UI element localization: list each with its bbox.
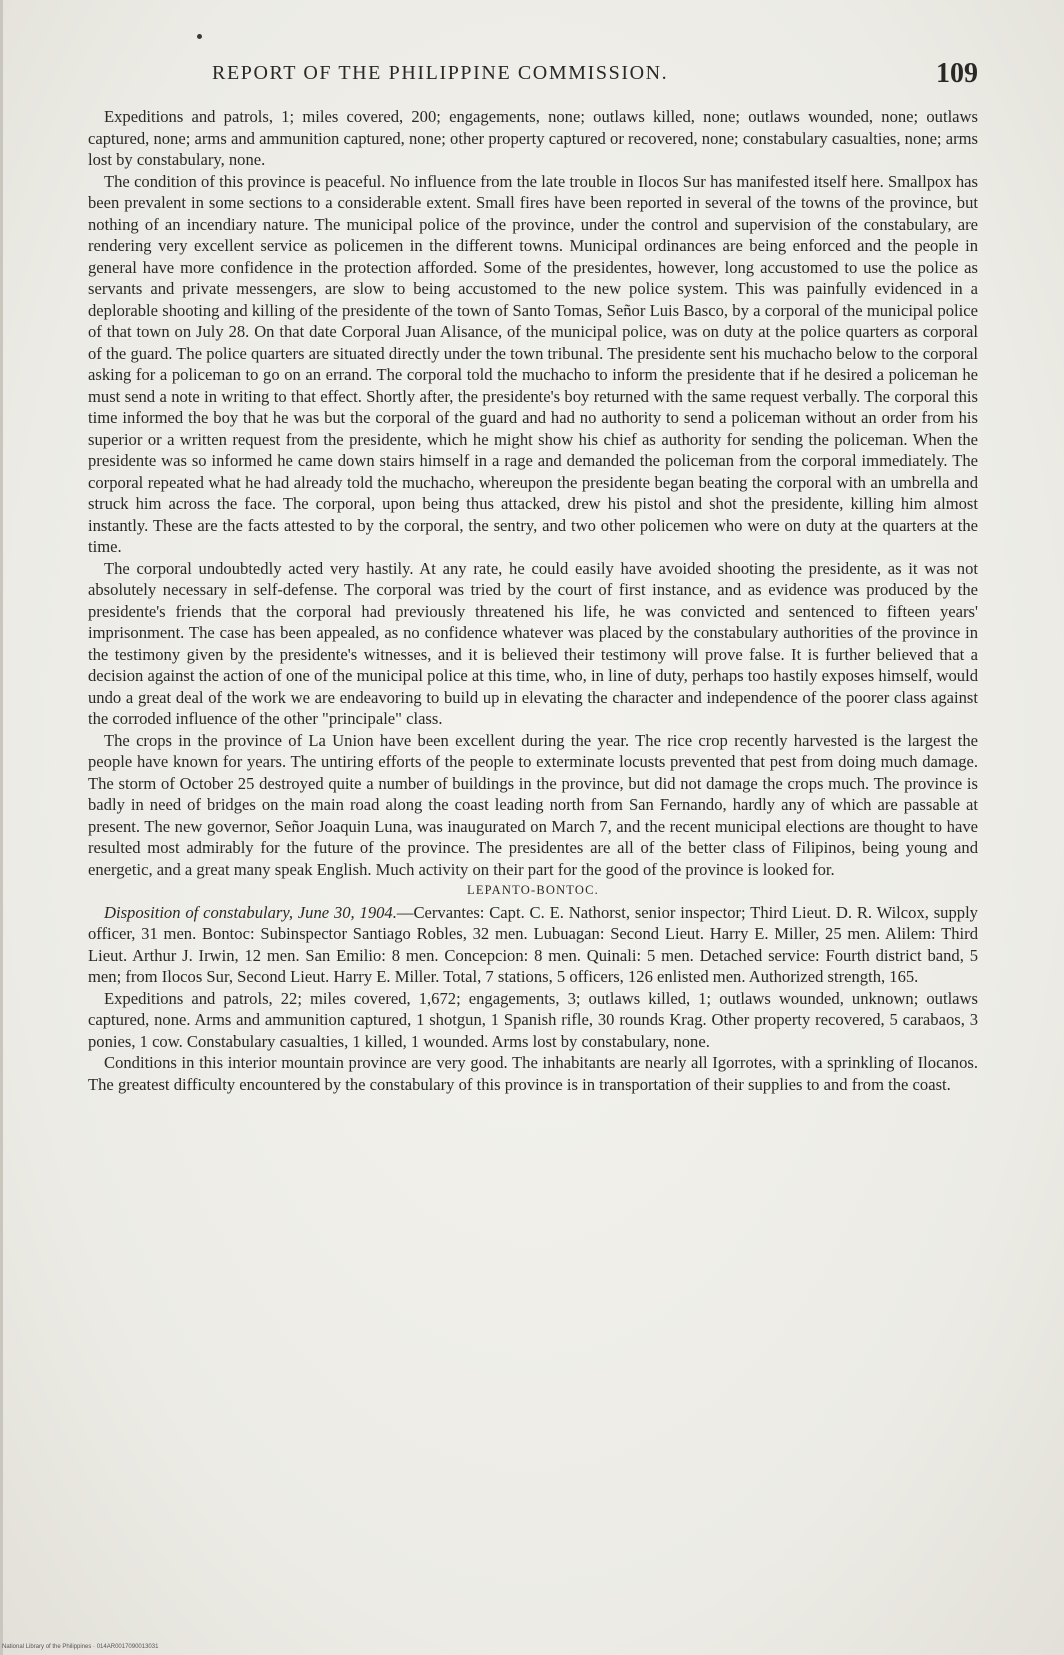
paragraph-corporal-trial: The corporal undoubtedly acted very hastily. At any rate, he could easily have avoided shooting the presidente, as it was not absolutely necessary in self-defense. The corporal was tried by the court of first instance, and as evidence was produced by the presidente's friends that the corporal had previously threatened his life, he was convicted and sentenced to fifteen years' imprisonment. The case has been appealed, as no confidence whatever was placed by the constabulary authorities of the province in the testimony given by the presidente's witnesses, and it is believed their testimony will prove false. It is further believed that a decision against the action of one of the municipal police at this time, who, in line of duty, perhaps too hastily exposes himself, would undo a great deal of the work we are endeavoring to build up in elevating the character and independence of the poorer class against the corroded influence of the other "principale" class.	[88, 558, 978, 728]
disposition-lead: Disposition of constabulary, June 30, 1904.	[104, 902, 397, 922]
disposition-text: —Cervantes: Capt. C. E. Nathorst, senior inspector; Third Lieut. D. R. Wilcox, supply officer, 31 men. Bontoc: Subinspector Santiago Robles, 32 men. Lubuagan: Second Lieut. Harry E. Miller, 25 men. Alilem: Third Lieut. Arthur J. Irwin, 12 men. San Emilio: 8 men. Concepcion: 8 men. Quinali: 5 men. Detached service: Fourth district band, 5 men; from Ilocos Sur, Second Lieut. Harry E. Miller. Total, 7 stations, 5 officers, 126 enlisted men. Authorized strength, 165.	[88, 902, 978, 986]
ink-dot	[197, 34, 202, 39]
scan-footer: National Library of the Philippines · 014AR0017090013031	[2, 1644, 159, 1650]
page-header	[212, 58, 978, 92]
body-text	[88, 106, 978, 1095]
paragraph-lepanto-conditions: Conditions in this interior mountain province are very good. The inhabitants are nearly all Igorrotes, with a sprinkling of Ilocanos. The greatest difficulty encountered by the constabulary of this province is in transportation of their supplies to and from the coast.	[88, 1053, 978, 1094]
paragraph-la-union-conditions: The condition of this province is peaceful. No influence from the late trouble in Ilocos Sur has manifested itself here. Smallpox has been prevalent in some sections to a considerable extent. Small fires have been reported in several of the towns of the province, but nothing of an incendiary nature. The municipal police of the province, under the control and supervision of the constabulary, are rendering very excellent service as policemen in the different towns. Municipal ordinances are being enforced and the people in general have more confidence in the protection afforded. Some of the presidentes, however, long accustomed to use the police as servants and private messengers, are slow to being accustomed to the new police system. This was painfully evidenced in a deplorable shooting and killing of the presidente of the town of Santo Tomas, Señor Luis Basco, by a corporal of the municipal police of that town on July 28. On that date Corporal Juan Alisance, of the municipal police, was on duty at the police quarters as corporal of the guard. The police quarters are situated directly under the town tribunal. The presidente sent his muchacho below to the corporal asking for a policeman to go on an errand. The corporal told the muchacho to inform the presidente that if he desired a policeman he must send a note in writing to that effect. Shortly after, the presidente's boy returned with the same request verbally. The corporal this time informed the boy that he was but the corporal of the guard and had no authority to send a policeman without an order from his superior or a written request from the presidente, which he might show his chief as authority for sending the policeman. When the presidente was so informed he came down stairs himself in a rage and demanded the policeman from the corporal immediately. The corporal repeated what he had already told the muchacho, whereupon the presidente began beating the corporal with an umbrella and struck him across the face. The corporal, upon being thus attacked, drew his pistol and shot the presidente, killing him almost instantly. These are the facts attested to by the corporal, the sentry, and two other policemen who were on duty at the quarters at the time.	[88, 171, 978, 556]
paragraph-crops: The crops in the province of La Union have been excellent during the year. The rice crop recently harvested is the largest the people have known for years. The untiring efforts of the people to exterminate locusts prevented that pest from doing much damage. The storm of October 25 destroyed quite a number of buildings in the province, but did not damage the crops much. The province is badly in need of bridges on the main road along the coast leading north from San Fernando, hardly any of which are passable at present. The new governor, Señor Joaquin Luna, was inaugurated on March 7, and the recent municipal elections are thought to have resulted most admirably for the future of the province. The presidentes are all of the better class of Filipinos, being young and energetic, and a great many speak English. Much activity on their part for the good of the province is looked for.	[88, 730, 978, 879]
paragraph-lepanto-stats: Expeditions and patrols, 22; miles covered, 1,672; engagements, 3; outlaws killed, 1; outlaws wounded, unknown; outlaws captured, none. Arms and ammunition captured, 1 shotgun, 1 Spanish rifle, 30 rounds Krag. Other property recovered, 5 carabaos, 3 ponies, 1 cow. Constabulary casualties, 1 killed, 1 wounded. Arms lost by constabulary, none.	[88, 988, 978, 1051]
scan-edge	[0, 0, 3, 1655]
page-number: 109	[936, 58, 978, 89]
paragraph-la-union-stats: Expeditions and patrols, 1; miles covered, 200; engagements, none; outlaws killed, none; outlaws wounded, none; outlaws captured, none; arms and ammunition captured, none; other property captured or recovered, none; constabulary casualties, none; arms lost by constabulary, none.	[88, 107, 978, 169]
section-heading: LEPANTO-BONTOC.	[466, 883, 600, 897]
running-title: REPORT OF THE PHILIPPINE COMMISSION.	[212, 62, 669, 84]
paragraph-disposition	[88, 902, 978, 988]
